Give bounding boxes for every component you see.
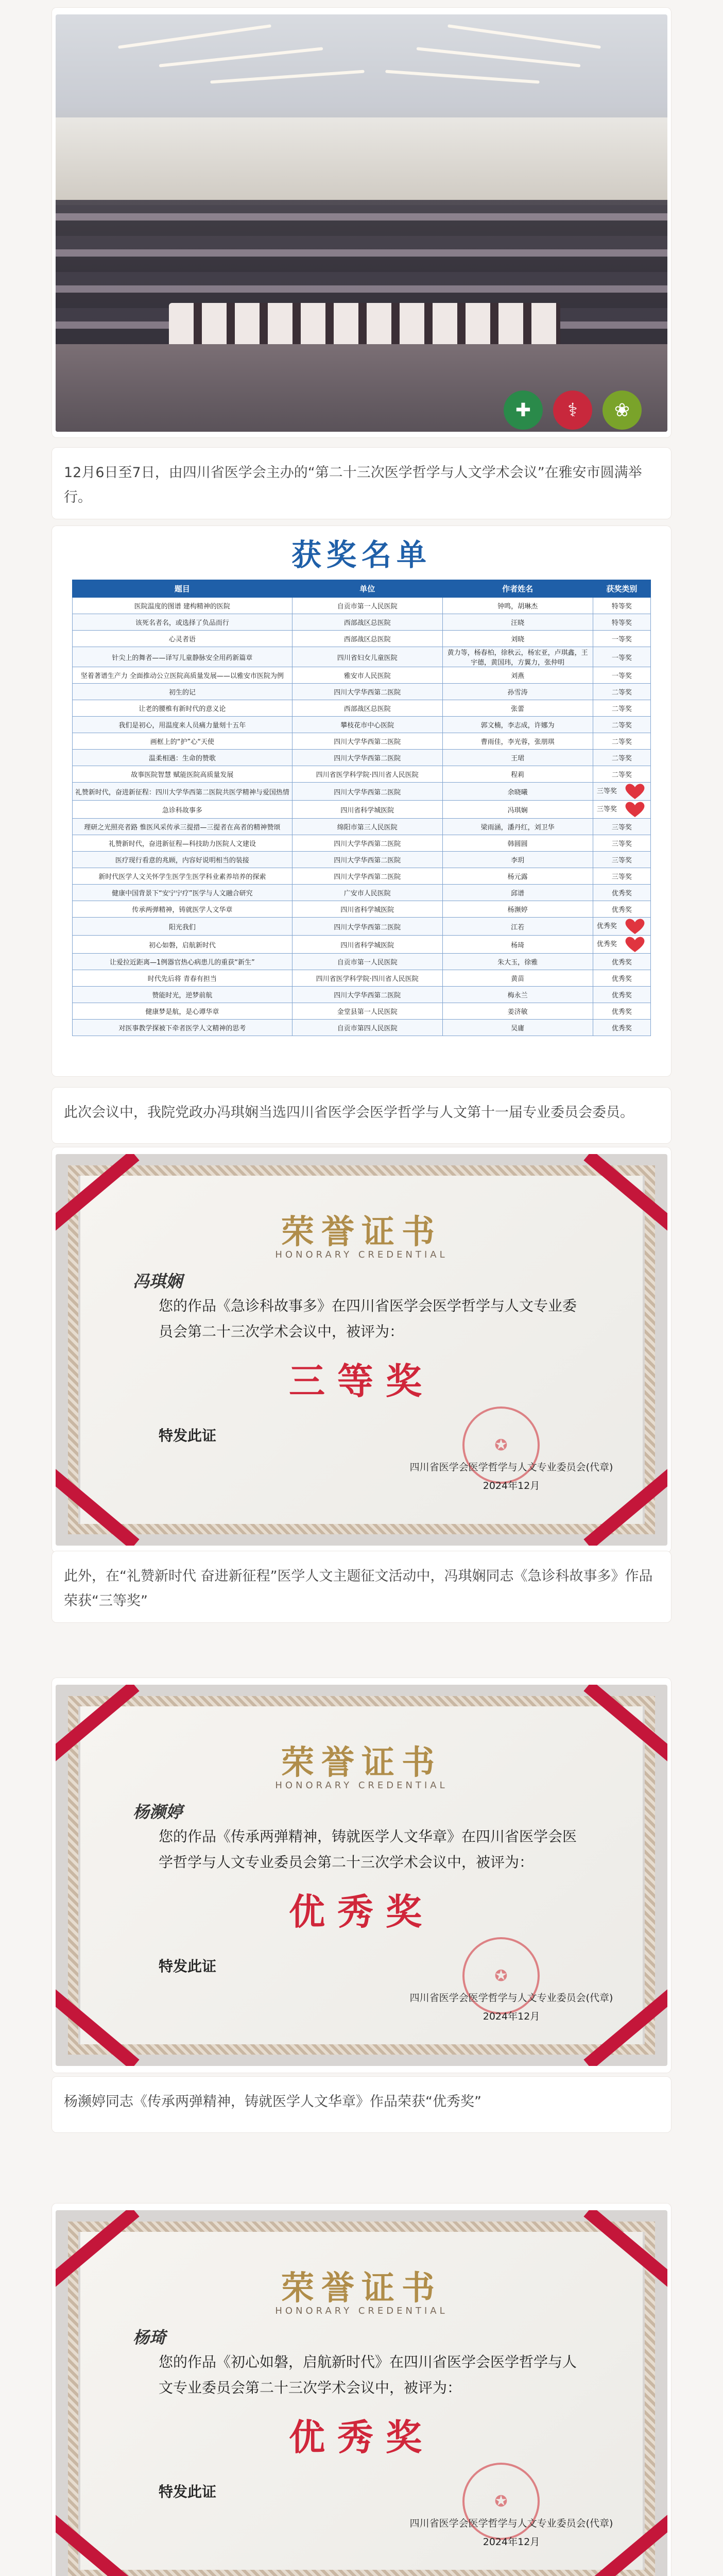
cell-category: 二等奖	[593, 766, 650, 783]
cell-unit: 自贡市第一人民医院	[292, 598, 442, 614]
certificate-issue-note: 特发此证	[159, 1427, 217, 1444]
ceiling-light	[159, 47, 323, 67]
cell-category: 三等奖	[593, 801, 650, 819]
cell-category: 二等奖	[593, 684, 650, 700]
seal-stamp-icon: ✪	[462, 1937, 540, 2014]
cell-category: 三等奖	[593, 819, 650, 835]
cell-author: 张蕾	[442, 700, 593, 717]
certificate-grade: 优秀奖	[289, 2416, 434, 2459]
cell-author: 吴庸	[442, 1020, 593, 1036]
seal-stamp-icon: ✪	[462, 1406, 540, 1484]
ceiling-light	[447, 24, 601, 49]
certificate-issuer	[395, 1989, 627, 2026]
cell-author: 冯琪娴	[442, 801, 593, 819]
cell-unit: 自贡市第一人民医院	[292, 954, 442, 970]
cell-author: 杨元露	[442, 868, 593, 885]
certificate-caption: 杨濒婷同志《传承两弹精神，铸就医学人文华章》作品荣获“优秀奖”	[51, 2076, 672, 2133]
cell-author: 钟鸣，胡琳杰	[442, 598, 593, 614]
table-row	[73, 614, 651, 631]
cell-unit: 广安市人民医院	[292, 885, 442, 901]
table-row	[73, 885, 651, 901]
table-row	[73, 733, 651, 750]
certificate-issue-note: 特发此证	[159, 2483, 217, 2500]
cell-title: 理研之光照亮者路 惟医风采传承三提措—三提者在高者的精神赞颂	[73, 819, 292, 835]
header-category: 获奖类别	[593, 580, 650, 598]
table-row	[73, 1003, 651, 1020]
hospital-logo-icon: ✚	[504, 391, 543, 430]
meeting-caption: 12月6日至7日，由四川省医学会主办的“第二十三次医学哲学与人文学术会议”在雅安市圆满举行。	[51, 447, 672, 519]
cell-title: 故事医院智慧 赋能医院高质量发展	[73, 766, 292, 783]
cell-unit: 四川大学华西第二医院	[292, 868, 442, 885]
cell-author: 杨琦	[442, 936, 593, 954]
table-row	[73, 1020, 651, 1036]
certificate-grade: 三等奖	[289, 1360, 434, 1402]
cell-category: 优秀奖	[593, 954, 650, 970]
table-row	[73, 766, 651, 783]
certificate-heading: 荣誉证书	[281, 1743, 442, 1782]
table-row	[73, 954, 651, 970]
certificate-recipient: 杨琦	[133, 2328, 166, 2347]
certificate-heading: 荣誉证书	[281, 2269, 442, 2308]
cell-category: 优秀奖	[593, 901, 650, 918]
cell-unit: 四川省科学城医院	[292, 901, 442, 918]
certificate-body: 您的作品《初心如磐，启航新时代》在四川省医学会医学哲学与人文专业委员会第二十三次学术会议中，被评为：	[159, 2353, 577, 2396]
table-row	[73, 700, 651, 717]
cell-unit: 金堂县第一人民医院	[292, 1003, 442, 1020]
cell-category: 三等奖	[593, 783, 650, 801]
award-table	[72, 580, 651, 1036]
cell-author: 黄力等，杨春柏，徐秋云，杨宏亚，卢琪鑫，王宇德，黄国玮，方翼力，张仲明	[442, 647, 593, 667]
cell-author: 李玥	[442, 852, 593, 868]
table-row	[73, 819, 651, 835]
heart-icon	[623, 783, 647, 800]
cell-title: 让老的腰椎有新时代的意义论	[73, 700, 292, 717]
table-row	[73, 631, 651, 647]
cell-author: 刘燕	[442, 667, 593, 684]
cell-author: 郭文楠，李志成，许娜为	[442, 717, 593, 733]
issuer-name: 四川省医学会医学哲学与人文专业委员会(代章)	[409, 1992, 613, 2004]
cell-unit: 四川省医学科学院·四川省人民医院	[292, 970, 442, 987]
cell-unit: 四川省科学城医院	[292, 936, 442, 954]
cell-unit: 四川省医学科学院·四川省人民医院	[292, 766, 442, 783]
table-row	[73, 987, 651, 1003]
certificate-body: 您的作品《急诊科故事多》在四川省医学会医学哲学与人文专业委员会第二十三次学术会议中，被评为：	[159, 1297, 577, 1340]
cell-author: 杨濒婷	[442, 901, 593, 918]
header-unit: 单位	[292, 580, 442, 598]
cell-category: 优秀奖	[593, 970, 650, 987]
cell-category: 优秀奖	[593, 987, 650, 1003]
ceiling-light	[417, 47, 581, 67]
cell-title: 心灵者语	[73, 631, 292, 647]
certificate-recipient: 冯琪娴	[133, 1272, 183, 1291]
table-row	[73, 970, 651, 987]
cell-unit: 四川大学华西第二医院	[292, 987, 442, 1003]
table-row	[73, 684, 651, 700]
cell-unit: 自贡市第四人民医院	[292, 1020, 442, 1036]
humanities-logo-icon: ❀	[602, 391, 642, 430]
medical-association-logo-icon: ⚕	[553, 391, 592, 430]
cell-unit: 四川省妇女儿童医院	[292, 647, 442, 667]
cell-author: 邱谱	[442, 885, 593, 901]
cell-title: 医疗现行看意的兆顾，内容好说明相当的装接	[73, 852, 292, 868]
cell-unit: 雅安市人民医院	[292, 667, 442, 684]
cell-title: 健康梦是航，是心谭华章	[73, 1003, 292, 1020]
ceiling-light	[210, 70, 365, 84]
cell-author: 孙雪涛	[442, 684, 593, 700]
cell-title: 温柔相遇：生命的赞歌	[73, 750, 292, 766]
cell-category: 三等奖	[593, 835, 650, 852]
cell-category: 优秀奖	[593, 918, 650, 936]
cell-author: 曹雨佳，李光蓉，张朋琪	[442, 733, 593, 750]
cell-unit: 西部战区总医院	[292, 631, 442, 647]
certificate-issuer	[395, 1458, 627, 1495]
meeting-photo	[56, 14, 667, 432]
cell-author: 刘晓	[442, 631, 593, 647]
cell-category: 二等奖	[593, 733, 650, 750]
ceiling-light	[385, 70, 540, 84]
cell-title: 礼赞新时代，奋进新征程—科技助力医院人文建设	[73, 835, 292, 852]
cell-category: 二等奖	[593, 717, 650, 733]
cell-category: 优秀奖	[593, 1020, 650, 1036]
heart-icon	[623, 936, 647, 953]
issuer-name: 四川省医学会医学哲学与人文专业委员会(代章)	[409, 2518, 613, 2529]
table-row	[73, 901, 651, 918]
issue-date: 2024年12月	[483, 2011, 540, 2022]
cell-unit: 四川大学华西第二医院	[292, 684, 442, 700]
cell-category: 二等奖	[593, 750, 650, 766]
cell-category: 优秀奖	[593, 1003, 650, 1020]
cell-title: 赞能时光，逆梦前航	[73, 987, 292, 1003]
cell-author: 黄苗	[442, 970, 593, 987]
table-row	[73, 801, 651, 819]
cell-category: 三等奖	[593, 852, 650, 868]
cell-category: 二等奖	[593, 700, 650, 717]
table-row	[73, 647, 651, 667]
cell-unit: 西部战区总医院	[292, 614, 442, 631]
cell-category: 优秀奖	[593, 885, 650, 901]
cell-category: 一等奖	[593, 667, 650, 684]
award-table-header	[73, 580, 651, 598]
cell-title: 初生的记	[73, 684, 292, 700]
cell-author: 江若	[442, 918, 593, 936]
certificate-subheading: HONORARY CREDENTIAL	[275, 1249, 448, 1260]
certificate-issue-note: 特发此证	[159, 1958, 217, 1975]
committee-caption: 此次会议中，我院党政办冯琪娴当选四川省医学会医学哲学与人文第十一届专业委员会委员。	[51, 1087, 672, 1144]
cell-title: 医院温度的图谱 建构精神的医院	[73, 598, 292, 614]
cell-unit: 四川大学华西第二医院	[292, 852, 442, 868]
cell-category: 特等奖	[593, 598, 650, 614]
cell-author: 梁雨涵，潘丹红，刘卫华	[442, 819, 593, 835]
cell-author: 程莉	[442, 766, 593, 783]
cell-unit: 四川大学华西第二医院	[292, 835, 442, 852]
cell-title: 初心如磐，启航新时代	[73, 936, 292, 954]
cell-title: 坚着著谱生产力 全面推动公立医院高质量发展——以雅安市医院为例	[73, 667, 292, 684]
issue-date: 2024年12月	[483, 1480, 540, 1492]
certificate-body: 您的作品《传承两弹精神，铸就医学人文华章》在四川省医学会医学哲学与人文专业委员会第二十三次学术会议中，被评为：	[159, 1828, 577, 1871]
cell-category: 一等奖	[593, 647, 650, 667]
certificate-caption: 此外，在“礼赞新时代 奋进新征程”医学人文主题征文活动中，冯琪娴同志《急诊科故事多》作品荣获“三等奖”	[51, 1551, 672, 1623]
header-title: 题目	[73, 580, 292, 598]
table-row	[73, 717, 651, 733]
cell-title: 对医事教学探被下牵者医学人文精神的思考	[73, 1020, 292, 1036]
cell-title: 阳光我们	[73, 918, 292, 936]
certificate-heading: 荣誉证书	[281, 1213, 442, 1251]
table-row	[73, 868, 651, 885]
cell-unit: 四川大学华西第二医院	[292, 783, 442, 801]
cell-title: 让爱拉近距离—1例器官热心病患儿的重获“新生”	[73, 954, 292, 970]
cell-title: 礼赞新时代，奋进新征程：四川大学华西第二医院共医学精神与爱国热情	[73, 783, 292, 801]
cell-author: 余晓曦	[442, 783, 593, 801]
certificate-grade: 优秀奖	[289, 1890, 434, 1933]
cell-unit: 四川省科学城医院	[292, 801, 442, 819]
cell-title: 针尖上的舞者——译写儿童静脉安全用药新篇章	[73, 647, 292, 667]
cell-author: 姜济敏	[442, 1003, 593, 1020]
certificate-recipient: 杨濒婷	[133, 1802, 183, 1822]
cell-author: 韩圆圆	[442, 835, 593, 852]
certificate	[56, 1685, 667, 2066]
table-row	[73, 783, 651, 801]
cell-unit: 四川大学华西第二医院	[292, 750, 442, 766]
cell-title: 新时代医学人文关怀学生医学生医学科业素养培养的探索	[73, 868, 292, 885]
award-list-title: 获奖名单	[291, 537, 432, 572]
back-wall	[56, 117, 667, 205]
table-row	[73, 667, 651, 684]
cell-title: 该死名者名，或选择了负品而行	[73, 614, 292, 631]
table-row	[73, 936, 651, 954]
heart-icon	[623, 918, 647, 935]
table-row	[73, 750, 651, 766]
cell-unit: 西部战区总医院	[292, 700, 442, 717]
table-row	[73, 598, 651, 614]
certificate-issuer	[395, 2514, 627, 2551]
cell-title: 传承两弹精神，铸就医学人文华章	[73, 901, 292, 918]
certificate-subheading: HONORARY CREDENTIAL	[275, 2306, 448, 2316]
cell-author: 汪晓	[442, 614, 593, 631]
certificate	[56, 1154, 667, 1546]
cell-category: 一等奖	[593, 631, 650, 647]
cell-category: 特等奖	[593, 614, 650, 631]
cell-author: 梅永兰	[442, 987, 593, 1003]
cell-unit: 四川大学华西第二医院	[292, 733, 442, 750]
certificate	[56, 2210, 667, 2576]
table-row	[73, 852, 651, 868]
cell-category: 优秀奖	[593, 936, 650, 954]
heart-icon	[623, 801, 647, 818]
ceiling-light	[118, 24, 271, 49]
cell-title: 我们是初心，用温度来人员痛力量刻十五年	[73, 717, 292, 733]
cell-title: 时代先后将 青春有担当	[73, 970, 292, 987]
cell-category: 三等奖	[593, 868, 650, 885]
issue-date: 2024年12月	[483, 2536, 540, 2548]
seal-stamp-icon: ✪	[462, 2463, 540, 2540]
cell-unit: 绵阳市第三人民医院	[292, 819, 442, 835]
cell-author: 王珺	[442, 750, 593, 766]
issuer-name: 四川省医学会医学哲学与人文专业委员会(代章)	[409, 1462, 613, 1473]
table-row	[73, 918, 651, 936]
table-row	[73, 835, 651, 852]
cell-unit: 四川大学华西第二医院	[292, 918, 442, 936]
front-chair-row	[169, 303, 560, 349]
header-author: 作者姓名	[442, 580, 593, 598]
cell-unit: 攀枝花市中心医院	[292, 717, 442, 733]
cell-author: 朱大玉，徐雅	[442, 954, 593, 970]
cell-title: 健康中国背景下“安宁宁疗”医学与人文融合研究	[73, 885, 292, 901]
cell-title: 画框上的“护”心“天使	[73, 733, 292, 750]
cell-title: 急诊科故事多	[73, 801, 292, 819]
certificate-subheading: HONORARY CREDENTIAL	[275, 1780, 448, 1791]
